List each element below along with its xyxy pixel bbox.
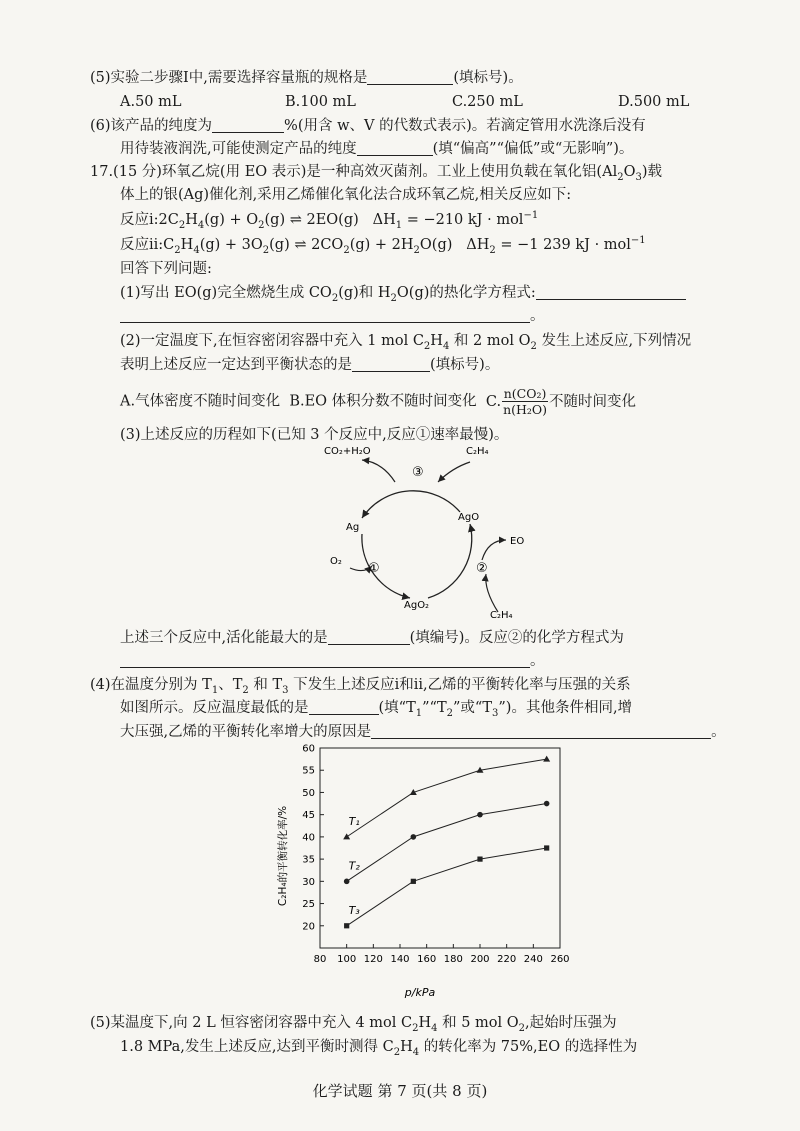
label-step3: ③ bbox=[412, 465, 424, 480]
q17-intro-line1: 17.(15 分)环氧乙烷(用 EO 表示)是一种高效灭菌剂。工业上使用负载在氧化铝$(Al_2O_3)$载 bbox=[90, 164, 663, 183]
x-tick-label: 100 bbox=[337, 954, 357, 965]
answer-blank[interactable] bbox=[120, 308, 530, 323]
q16-option-d: D.500 mL bbox=[618, 94, 690, 110]
chart-series bbox=[343, 756, 550, 929]
answer-blank[interactable] bbox=[212, 118, 284, 133]
q16-part6-line1: (6)该产品的纯度为 %(用含 w、V 的代数式表示)。若滴定管用水洗涤后没有 bbox=[90, 118, 646, 134]
q17-part1-line2: 。 bbox=[120, 306, 545, 326]
x-tick-label: 200 bbox=[470, 954, 490, 965]
x-tick-label: 260 bbox=[550, 954, 570, 965]
q17-part2-options bbox=[120, 386, 636, 417]
q17-part5-line1: (5)某温度下,向 2 L 恒容密闭容器中充入 4 mol $C_2H_4$ 和 5 mol $O_2$,起始时压强为 bbox=[90, 1015, 617, 1034]
label-step2: ② bbox=[476, 561, 488, 576]
q17-part5-line2: 1.8 MPa,发生上述反应,达到平衡时测得 $C_2H_4$ 的转化率为 75%,EO 的选择性为 bbox=[120, 1039, 638, 1058]
data-point-square bbox=[477, 857, 482, 862]
y-tick-label: 25 bbox=[302, 899, 315, 911]
data-point-triangle bbox=[343, 833, 350, 839]
x-tick-label: 120 bbox=[363, 954, 383, 965]
q17-part2-line2: 表明上述反应一定达到平衡状态的是 (填标号)。 bbox=[120, 357, 500, 373]
arrow-in-c2h4-bottom bbox=[486, 574, 498, 612]
data-point-square bbox=[344, 923, 349, 928]
arrow-in-c2h4-top bbox=[438, 462, 470, 482]
data-point-triangle bbox=[543, 756, 550, 762]
q17-part3-after-line1: 上述三个反应中,活化能最大的是 (填编号)。反应②的化学方程式为 bbox=[120, 630, 624, 646]
q16-option-b: B.100 mL bbox=[285, 94, 356, 110]
label-c2h4-bottom: C₂H₄ bbox=[490, 610, 513, 620]
y-tick-label: 30 bbox=[302, 876, 315, 888]
answer-blank[interactable] bbox=[309, 700, 379, 715]
answer-blank[interactable] bbox=[120, 653, 530, 668]
q17-part2-line1: (2)一定温度下,在恒容密闭容器中充入 1 mol $C_2H_4$ 和 2 mol $O_2$ 发生上述反应,下列情况 bbox=[120, 333, 692, 352]
series-line-2 bbox=[347, 804, 547, 882]
answer-blank[interactable] bbox=[536, 285, 686, 300]
data-point-circle bbox=[411, 834, 417, 840]
q17-part3-after-line2: 。 bbox=[120, 651, 545, 671]
y-tick-label: 35 bbox=[302, 854, 315, 866]
answer-blank[interactable] bbox=[328, 630, 410, 645]
x-tick-label: 240 bbox=[523, 954, 543, 965]
chart-y-label: C₂H₄的平衡转化率/% bbox=[277, 805, 289, 907]
q17-part4-line2: 如图所示。反应温度最低的是 (填“$T_1”“T_2$”或“$T_3$”)。其他条件相同,增 bbox=[120, 700, 633, 719]
y-tick-label: 40 bbox=[302, 832, 315, 844]
q17-ask: 回答下列问题: bbox=[120, 261, 212, 277]
q16-part6-line2: 用待装液润洗,可能使测定产品的纯度 (填“偏高”“偏低”或“无影响”)。 bbox=[120, 141, 634, 157]
arrow-out-co2 bbox=[362, 460, 395, 482]
label-ag: Ag bbox=[346, 522, 360, 533]
label-ago2: AgO₂ bbox=[404, 600, 430, 611]
series-line-3 bbox=[347, 848, 547, 926]
x-tick-label: 80 bbox=[313, 954, 327, 965]
option-b: B.EO 体积分数不随时间变化 bbox=[289, 393, 477, 410]
q17-reaction-2: 反应$ⅱ:C_2H_4(g) + 3O_2(g)$ ⇌ $2CO_2(g) + 2H_2O(g) \Delta H_2 = -1$ 239 kJ · mol$^{-1}$ bbox=[120, 235, 646, 256]
y-tick-label: 50 bbox=[302, 787, 315, 799]
q17-intro-line2: 体上的银(Ag)催化剂,采用乙烯催化氧化法合成环氧乙烷,相关反应如下: bbox=[120, 187, 572, 203]
data-point-square bbox=[544, 845, 549, 850]
plot-frame bbox=[320, 748, 560, 948]
data-point-circle bbox=[344, 879, 350, 885]
data-point-circle bbox=[544, 801, 550, 807]
q17-reaction-1: 反应$ⅰ:2C_2H_4(g) + O_2(g)$ ⇌ 2EO(g) $\Delta H_1 = -210$ kJ · mol$^{-1}$ bbox=[120, 210, 539, 231]
label-step1: ① bbox=[368, 561, 380, 576]
q17-part4-line1: (4)在温度分别为 $T_1$、$T_2$ 和 $T_3$ 下发生上述反应ⅰ和ⅱ,乙烯的平衡转化率与压强的关系 bbox=[90, 677, 631, 696]
conversion-chart bbox=[270, 738, 580, 1000]
q16-option-c: C.250 mL bbox=[452, 94, 523, 110]
cycle-arc-3 bbox=[362, 491, 460, 518]
chart-axes bbox=[302, 744, 569, 966]
option-a: A.气体密度不随时间变化 bbox=[120, 393, 281, 410]
q16-option-a: A.50 mL bbox=[120, 94, 182, 110]
x-tick-label: 180 bbox=[443, 954, 463, 965]
q17-part3: (3)上述反应的历程如下(已知 3 个反应中,反应①速率最慢)。 bbox=[120, 427, 509, 443]
label-o2: O₂ bbox=[330, 556, 342, 567]
data-point-square bbox=[411, 879, 416, 884]
x-tick-label: 160 bbox=[417, 954, 437, 965]
label-eo: EO bbox=[510, 536, 525, 547]
y-tick-label: 45 bbox=[302, 810, 315, 822]
series-label: T₃ bbox=[348, 903, 360, 917]
x-tick-label: 220 bbox=[497, 954, 517, 965]
label-c2h4-top: C₂H₄ bbox=[466, 446, 489, 457]
data-point-circle bbox=[477, 812, 483, 818]
reaction-cycle-diagram bbox=[320, 440, 560, 620]
arrow-out-eo bbox=[482, 540, 506, 560]
y-tick-label: 20 bbox=[302, 921, 315, 933]
answer-blank[interactable] bbox=[352, 357, 430, 372]
answer-blank[interactable] bbox=[357, 141, 433, 156]
q17-part4-line3: 大压强,乙烯的平衡转化率增大的原因是 。 bbox=[120, 724, 726, 740]
x-tick-label: 140 bbox=[390, 954, 410, 965]
q16-part5: (5)实验二步骤Ⅰ中,需要选择容量瓶的规格是 (填标号)。 bbox=[90, 70, 523, 86]
cycle-arc-2 bbox=[428, 524, 472, 598]
y-tick-label: 60 bbox=[302, 743, 315, 755]
label-co2-h2o: CO₂+H₂O bbox=[324, 446, 371, 457]
series-line-1 bbox=[347, 759, 547, 837]
chart-x-label: p/kPa bbox=[404, 986, 436, 999]
label-ago: AgO bbox=[458, 512, 480, 523]
series-label: T₂ bbox=[348, 859, 360, 873]
q17-part1-line1: (1)写出 EO(g)完全燃烧生成 $CO_2(g)$和 $H_2O(g)$的热化学方程式: bbox=[120, 283, 686, 303]
answer-blank[interactable] bbox=[367, 70, 453, 85]
y-tick-label: 55 bbox=[302, 765, 315, 777]
option-c: C. $\frac{\text{n(CO₂)}}{\text{n(H₂O)}}$ 不随时间变化 bbox=[485, 386, 637, 417]
answer-blank[interactable] bbox=[371, 724, 711, 739]
series-label: T₁ bbox=[348, 814, 360, 828]
page-footer: 化学试题 第 7 页(共 8 页) bbox=[312, 1082, 488, 1100]
